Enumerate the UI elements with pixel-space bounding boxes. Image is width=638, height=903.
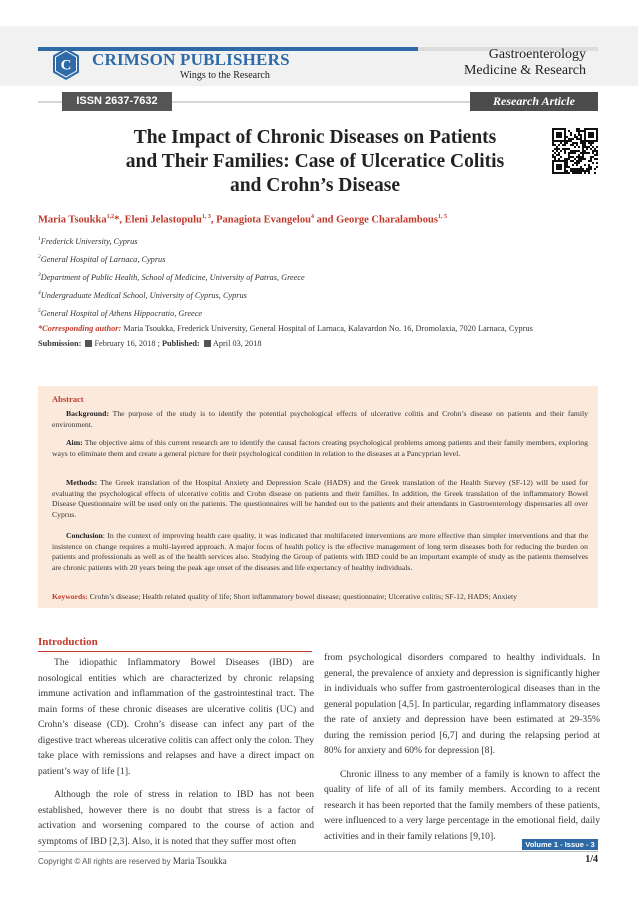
qr-module — [576, 150, 578, 152]
corresponding-label: *Corresponding author: — [38, 324, 122, 333]
qr-module — [580, 158, 582, 160]
qr-module — [576, 136, 578, 138]
author-sup: 1, 3 — [201, 214, 211, 220]
qr-module — [578, 158, 580, 160]
qr-module — [578, 162, 580, 164]
qr-module — [580, 166, 582, 168]
qr-module — [580, 160, 582, 162]
qr-module — [570, 140, 572, 142]
qr-module — [568, 130, 570, 132]
qr-module — [564, 152, 566, 154]
header-accent-line — [38, 38, 598, 42]
affiliation-text: Frederick University, Cyprus — [40, 236, 138, 246]
affiliation-sup: 2 — [38, 254, 41, 260]
affiliation-sup: 4 — [38, 290, 41, 296]
qr-module — [558, 154, 560, 156]
qr-module — [592, 150, 594, 152]
qr-module — [588, 152, 590, 154]
affiliation-4 — [38, 290, 598, 300]
qr-module — [552, 150, 554, 152]
qr-module — [554, 152, 556, 154]
qr-module — [578, 132, 580, 134]
qr-module — [596, 162, 598, 164]
affiliation-1 — [38, 236, 598, 246]
abstract-text: The purpose of the study is to identify the potential psychological effects of ulcerative colitis and Crohn’s disease on patients and their family environment. — [52, 409, 588, 429]
qr-module — [566, 140, 568, 142]
qr-module — [594, 168, 596, 170]
qr-module — [582, 154, 584, 156]
qr-module — [582, 152, 584, 154]
qr-module — [564, 150, 566, 152]
author-sep: and — [313, 214, 337, 226]
qr-module — [592, 156, 594, 158]
abstract-text: : In the context of improving health care quality, it was indicated that multifaceted interventions are more effective than simpler interventions and that the insistence on change requires a multi-layered approach. A major focus of health policy is the effective management of long term diseases both for reducing the burden on patients and professionals as well as of the health services also. Studying the Group of patients with IBD could be an important example of study as the patients themselves are chronic patients with 20 years being the peak age onset of the diseases and life expectancy of healthy individuals. — [52, 531, 588, 572]
qr-module — [580, 140, 582, 142]
qr-module — [572, 150, 574, 152]
corresponding-author — [38, 324, 598, 333]
qr-module — [590, 160, 592, 162]
corresponding-text: Maria Tsoukka, Frederick University, General Hospital of Larnaca, Kalavardon No. 16, Dromolaxia, 7020 Larnaca, Cyprus — [121, 324, 533, 333]
qr-module — [582, 130, 584, 132]
title-line-1: The Impact of Chronic Diseases on Patients — [133, 127, 497, 148]
section-heading-rule — [38, 651, 312, 652]
abstract-label: Background: — [66, 409, 110, 418]
qr-module — [552, 154, 554, 156]
qr-module — [588, 142, 590, 144]
qr-module — [568, 148, 570, 150]
qr-module — [572, 156, 574, 158]
qr-module — [574, 172, 576, 174]
qr-module — [586, 146, 588, 148]
qr-module — [582, 148, 584, 150]
qr-module — [554, 144, 556, 146]
qr-module — [566, 170, 568, 172]
author-name[interactable]: Eleni Jelastopulu — [124, 214, 202, 226]
copyright-notice — [38, 856, 227, 866]
qr-module — [586, 168, 588, 170]
affiliation-3 — [38, 272, 598, 282]
qr-module — [576, 170, 578, 172]
qr-module — [570, 160, 572, 162]
qr-module — [580, 136, 582, 138]
qr-module — [582, 170, 584, 172]
abstract-background — [52, 409, 588, 430]
qr-module — [596, 154, 598, 156]
qr-module — [572, 144, 574, 146]
qr-module — [576, 130, 578, 132]
qr-module — [580, 142, 582, 144]
abstract-text: The Greek translation of the Hospital Anxiety and Depression Scale (HADS) and the Greek translation of the Health Survey (SF-12) will be used for evaluating the psychological effects of ulcerative colitis and Crohn disease on patients and their families. In addition, the Greek translation of the inflammatory Bowel Disease Questionnaire will be used only on the patients. The questionnaires will be handed out to the patients and their attendants in Gastroenterology dispensaries all over Cyprus. — [52, 478, 588, 519]
qr-module — [566, 136, 568, 138]
qr-module — [584, 142, 586, 144]
qr-module — [566, 166, 568, 168]
qr-module — [570, 138, 572, 140]
affiliation-5 — [38, 308, 598, 318]
qr-module — [574, 152, 576, 154]
qr-module — [570, 168, 572, 170]
qr-module — [588, 160, 590, 162]
published-label: Published: — [161, 339, 200, 348]
qr-module — [578, 160, 580, 162]
qr-module — [554, 158, 556, 160]
section-heading-introduction: Introduction — [38, 636, 98, 648]
qr-module — [580, 152, 582, 154]
article-type-badge: Research Article — [470, 92, 598, 111]
qr-module — [578, 130, 580, 132]
qr-module — [556, 164, 562, 170]
affiliation-2 — [38, 254, 598, 264]
qr-module — [566, 148, 568, 150]
qr-module — [556, 148, 558, 150]
abstract-heading: Abstract — [52, 394, 84, 404]
qr-module — [588, 170, 590, 172]
publisher-logo — [52, 47, 80, 81]
qr-module — [578, 156, 580, 158]
qr-module — [584, 152, 586, 154]
qr-module — [570, 152, 572, 154]
abstract-text: The objective aims of this current research are to identify the causal factors creating psychological problems among patients and their family members, exploring ways to eliminate them and create a general picture for their psychological condition in relation to the diseases at a Pancyprian level. — [52, 438, 588, 458]
affiliation-text: General Hospital of Larnaca, Cyprus — [40, 254, 166, 264]
body-paragraph: Although the role of stress in relation to IBD has not been established, however there is no doubt that stress is a factor of activation and worsening compared to the course of action and symptoms of IBD [2,3]. Also, it is noted that they suffer most often — [38, 789, 314, 847]
qr-module — [578, 146, 580, 148]
qr-module — [576, 168, 578, 170]
qr-module — [560, 150, 562, 152]
qr-module — [594, 172, 596, 174]
journal-name — [464, 47, 586, 79]
qr-module — [574, 150, 576, 152]
qr-module — [586, 170, 588, 172]
qr-module — [566, 142, 568, 144]
journal-line-2: Medicine & Research — [463, 63, 586, 78]
qr-module — [552, 142, 554, 144]
qr-module — [584, 172, 586, 174]
qr-module — [568, 166, 570, 168]
qr-module — [592, 162, 594, 164]
qr-module — [562, 144, 564, 146]
qr-module — [562, 148, 564, 150]
qr-module — [590, 142, 592, 144]
hexagon-logo-icon — [52, 47, 80, 81]
qr-module — [576, 160, 578, 162]
qr-module — [590, 158, 592, 160]
qr-module — [568, 140, 570, 142]
affiliation-sup: 3 — [38, 272, 41, 278]
qr-module — [578, 154, 580, 156]
qr-module — [560, 156, 562, 158]
qr-module — [560, 142, 562, 144]
qr-module — [570, 134, 572, 136]
qr-module — [584, 164, 586, 166]
qr-module — [578, 150, 580, 152]
qr-module — [582, 144, 584, 146]
calendar-icon — [85, 340, 92, 347]
qr-module — [580, 138, 582, 140]
qr-module — [590, 166, 592, 168]
qr-module — [592, 152, 594, 154]
qr-module — [552, 144, 554, 146]
body-paragraph: The idiopathic Inflammatory Bowel Diseases (IBD) are nosological entities which are characterized by chronic relapsing immune activation and inflammation of the gastrointestinal tract. The main forms of these chronic diseases are ulcerative colitis (UC) and Crohn’s disease (CD). Crohn’s disease can infect any part of the digestive tract whereas ulcerative colitis can affect only the colon. They take place with remissions and relapses and have a direct impact on patient’s way of life [1]. — [38, 657, 314, 777]
qr-module — [580, 168, 582, 170]
qr-module — [586, 152, 588, 154]
qr-module — [594, 158, 596, 160]
qr-module — [574, 158, 576, 160]
qr-module — [554, 156, 556, 158]
affiliation-text: Department of Public Health, School of Medicine, University of Patras, Greece — [40, 272, 305, 282]
qr-module — [572, 142, 574, 144]
qr-module — [590, 168, 592, 170]
copyright-name: Maria Tsoukka — [172, 856, 227, 866]
volume-badge: Volume 1 - Issue - 3 — [522, 839, 598, 850]
qr-module — [580, 156, 582, 158]
qr-module — [564, 158, 566, 160]
qr-module — [564, 142, 566, 144]
affiliation-sup: 1 — [38, 236, 41, 242]
submission-label: Submission: — [38, 339, 82, 348]
qr-module — [570, 170, 572, 172]
qr-module — [584, 150, 586, 152]
qr-module — [556, 150, 558, 152]
qr-module — [572, 164, 574, 166]
published-date: April 03, 2018 — [212, 339, 262, 348]
journal-line-1: Gastroenterology — [488, 47, 586, 62]
qr-module — [568, 158, 570, 160]
qr-module — [568, 152, 570, 154]
abstract-methods — [52, 478, 588, 520]
submission-date: February 16, 2018 — [94, 339, 156, 348]
qr-module — [556, 154, 558, 156]
qr-module — [582, 156, 584, 158]
qr-module — [596, 152, 598, 154]
body-paragraph: from psychological disorders compared to healthy individuals. In general, the prevalence of anxiety and depression is significantly higher in individuals who suffer from gastroenterological diseases than in the general population [4,5]. In particular, regarding inflammatory diseases the rate of anxiety and depression have been estimated at 29-35% during the remission period [6,7] and during the relapsing period at 80% for anxiety and 60% for depression [8]. — [324, 652, 600, 756]
abstract-conclusion — [52, 531, 588, 573]
qr-module — [584, 144, 586, 146]
qr-module — [578, 128, 580, 130]
qr-module — [574, 142, 576, 144]
qr-module — [580, 134, 582, 136]
qr-module — [578, 138, 580, 140]
qr-module — [578, 172, 580, 174]
author-sup: 4 — [310, 214, 314, 220]
qr-module — [588, 168, 590, 170]
qr-module — [566, 158, 568, 160]
qr-module — [566, 172, 568, 174]
qr-code-icon[interactable] — [552, 128, 598, 174]
qr-module — [576, 142, 578, 144]
author-sup: 1,2 — [106, 214, 115, 220]
qr-module — [576, 162, 578, 164]
qr-module — [588, 146, 590, 148]
footer-divider — [38, 851, 598, 852]
qr-module — [570, 132, 572, 134]
qr-module — [596, 150, 598, 152]
author-name[interactable]: George Charalambous — [336, 214, 438, 226]
qr-module — [564, 148, 566, 150]
qr-module — [566, 160, 568, 162]
body-paragraph: Chronic illness to any member of a family is known to affect the quality of life of all of its family members. According to a recent research it has been reported that the family members of these patients, were influenced to a very large percentage in the emotional field, daily activities and in their family relations [9,10]. — [324, 768, 600, 842]
issn-badge: ISSN 2637-7632 — [62, 92, 172, 111]
qr-module — [568, 172, 570, 174]
qr-module — [582, 168, 584, 170]
qr-module — [566, 164, 568, 166]
qr-module — [552, 156, 554, 158]
qr-module — [580, 172, 582, 174]
qr-module — [592, 146, 594, 148]
qr-module — [588, 164, 590, 166]
qr-module — [580, 170, 582, 172]
title-line-3: and Crohn’s Disease — [229, 175, 401, 196]
abstract-label: Aim: — [66, 438, 83, 447]
author-name[interactable]: Maria Tsoukka — [38, 214, 107, 226]
qr-module — [588, 172, 590, 174]
qr-module — [596, 158, 598, 160]
qr-module — [594, 148, 596, 150]
qr-module — [586, 148, 588, 150]
qr-module — [568, 156, 570, 158]
abstract-aim — [52, 438, 588, 459]
qr-module — [578, 134, 580, 136]
qr-module — [574, 146, 576, 148]
qr-module — [582, 158, 584, 160]
qr-module — [584, 158, 586, 160]
qr-module — [596, 166, 598, 168]
qr-module — [578, 170, 580, 172]
abstract-keywords — [52, 592, 588, 603]
qr-module — [582, 150, 584, 152]
keywords-text: Crohn’s disease; Health related quality of life; Short inflammatory bowel disease; questionnaire; Ulcerative colitis; SF-12, HADS; Anxiety — [87, 592, 518, 601]
qr-module — [570, 150, 572, 152]
qr-module — [574, 162, 576, 164]
submission-dates: Submission: February 16, 2018 ; Published: April 03, 2018 — [38, 339, 262, 348]
qr-module — [576, 128, 578, 130]
qr-module — [594, 150, 596, 152]
qr-module — [570, 144, 572, 146]
calendar-icon — [204, 340, 211, 347]
qr-module — [582, 142, 584, 144]
qr-module — [572, 170, 574, 172]
qr-module — [572, 152, 574, 154]
qr-module — [568, 138, 570, 140]
qr-module — [554, 148, 556, 150]
qr-module — [590, 144, 592, 146]
qr-module — [576, 172, 578, 174]
qr-module — [576, 138, 578, 140]
author-mark: * — [114, 214, 120, 226]
qr-module — [594, 154, 596, 156]
qr-module — [558, 152, 560, 154]
qr-module — [590, 156, 592, 158]
affiliation-text: Undergraduate Medical School, University of Cyprus, Cyprus — [40, 290, 247, 300]
qr-module — [574, 170, 576, 172]
page-number: 1/4 — [585, 854, 598, 865]
title-line-2: and Their Families: Case of Ulceratice Colitis — [125, 151, 505, 172]
qr-module — [574, 136, 576, 138]
qr-module — [572, 172, 574, 174]
affiliation-text: General Hospital of Athens Hippocratio, Greece — [40, 308, 203, 318]
body-left-column — [38, 655, 314, 857]
copyright-text: Copyright © All rights are reserved by — [38, 857, 173, 866]
qr-module — [584, 146, 586, 148]
qr-module — [588, 166, 590, 168]
abstract-label: Conclusion — [66, 531, 103, 540]
affiliation-sup: 5 — [38, 308, 41, 314]
qr-module — [572, 168, 574, 170]
qr-module — [558, 144, 560, 146]
qr-module — [574, 168, 576, 170]
qr-code-graphic — [552, 128, 598, 174]
author-sep: , — [119, 214, 125, 226]
qr-module — [572, 138, 574, 140]
author-name[interactable]: Panagiota Evangelou — [216, 214, 311, 226]
qr-module — [576, 156, 578, 158]
keywords-label: Keywords: — [52, 592, 88, 601]
qr-module — [578, 168, 580, 170]
qr-module — [582, 146, 584, 148]
author-sep: , — [210, 214, 217, 226]
qr-module — [564, 144, 566, 146]
qr-module — [584, 170, 586, 172]
qr-module — [558, 158, 560, 160]
qr-module — [580, 130, 582, 132]
qr-module — [568, 154, 570, 156]
qr-module — [572, 160, 574, 162]
publisher-name: CRIMSON PUBLISHERS — [92, 50, 290, 69]
qr-module — [588, 132, 594, 138]
qr-module — [574, 134, 576, 136]
qr-module — [576, 144, 578, 146]
author-sup: 1, 5 — [437, 214, 447, 220]
qr-module — [596, 146, 598, 148]
qr-module — [558, 148, 560, 150]
abstract-label: Methods: — [66, 478, 98, 487]
qr-module — [592, 142, 594, 144]
qr-module — [576, 164, 578, 166]
qr-module — [556, 146, 558, 148]
publisher-tagline: Wings to the Research — [180, 70, 270, 81]
qr-module — [566, 162, 568, 164]
qr-module — [582, 140, 584, 142]
qr-module — [570, 156, 572, 158]
body-right-column — [324, 650, 600, 852]
qr-module — [590, 148, 592, 150]
logo-letter: C — [60, 57, 72, 74]
qr-module — [556, 132, 562, 138]
author-list — [38, 214, 598, 226]
article-title — [80, 126, 550, 198]
